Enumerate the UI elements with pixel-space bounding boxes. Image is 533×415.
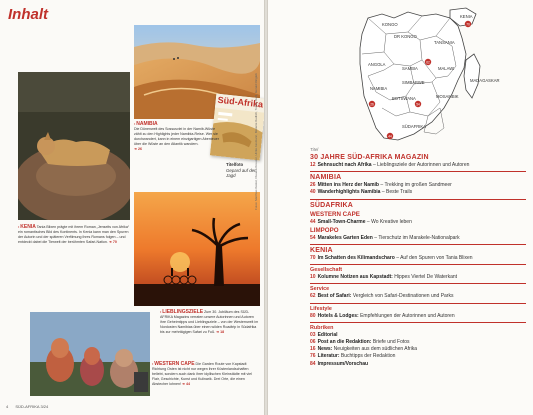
- cover-caption-text: Gepard auf der Jagd: [226, 167, 256, 178]
- toc-cat-service: Service: [310, 286, 330, 293]
- toc-item[interactable]: 76 Literatur: Buchtipps der Redaktion: [310, 353, 396, 360]
- svg-text:26: 26: [370, 102, 374, 107]
- map-label-suedafrika: SÜDAFRIKA: [402, 124, 426, 129]
- toc-section-suedafrika: SÜDAFRIKA: [310, 201, 354, 209]
- toc-section-namibia: NAMIBIA: [310, 174, 342, 182]
- map-label-kongo: KONGO: [382, 22, 398, 27]
- toc-item[interactable]: 54 Marakeles Garten Eden – Tierschutz im Marakele-Nationalpark: [310, 234, 460, 241]
- toc-sub-limpopo: LIMPOPO: [310, 226, 339, 234]
- table-of-contents: [310, 147, 526, 368]
- western-cape-caption-body: Die Garden Route von Kapstadt Richtung Osten ist nicht nur wegen ihrer Küstenlandschaften beliebt, sondern auch dank ihrer idyllischen Kleinstädte mit viel Flair, Geschichte, Kunst und Kulinarik. Drei Orte, die einen Abstecher lohnen!: [152, 362, 252, 386]
- toc-item[interactable]: 16 News: Neuigkeiten aus dem südlichen Afrika: [310, 346, 418, 353]
- toc-small-header: Titel: [310, 147, 319, 152]
- toc-item[interactable]: 10 Kolumne Notizen aus Kapstadt: Hippes Viertel De Waterkant: [310, 274, 458, 281]
- map-label-simbabwe: SIMBABWE: [402, 80, 425, 85]
- toc-item[interactable]: 40 Wanderhighlights Namibia – Beste Trails: [310, 189, 413, 196]
- toc-item[interactable]: 26 Mitten ins Herz der Namib – Trekking im großen Sandmeer: [310, 182, 452, 189]
- namibia-caption-head: NAMIBIA: [136, 121, 158, 127]
- toc-item[interactable]: 06 Post an die Redaktion: Briefe und Fotos: [310, 339, 410, 346]
- western-cape-sculptures-photo: [30, 312, 150, 396]
- cover-caption-label: Titelfoto: [226, 162, 244, 167]
- left-page: [0, 0, 264, 415]
- cover-masthead: Süd-Afrika: [217, 94, 264, 110]
- toc-item[interactable]: 84 Impressum/Vorschau: [310, 360, 369, 367]
- toc-item[interactable]: 03 Editorial: [310, 331, 338, 338]
- toc-section-kenia: KENIA: [310, 247, 333, 255]
- toc-sub-westerncape: WESTERN CAPE: [310, 210, 360, 218]
- lieblingsziele-caption-head: LIEBLINGSZIELE: [162, 309, 204, 315]
- svg-text:54: 54: [416, 102, 420, 107]
- left-page-number: 4: [6, 404, 9, 409]
- western-cape-caption-head: WESTERN CAPE: [154, 361, 195, 367]
- map-pin-54: [415, 101, 421, 107]
- kenia-caption-page: ➔ 70: [108, 240, 117, 244]
- namibia-caption-body: Die Dünenwelt des Sossusvlei in der Namib-Wüste zählt zu den Highlights jeder Namibia-Reise. Wer sie durchwandert, kann in einem einzigartigen Abenteuer über die Wüste an den Atlantik wandern.: [134, 127, 219, 146]
- toc-section-magazine: 30 JAHRE SÜD-AFRIKA MAGAZIN: [310, 154, 429, 161]
- map-label-malawi: MALAWI: [438, 66, 455, 71]
- toc-item[interactable]: 44 Small-Town-Charme – Wo Kreative leben: [310, 218, 412, 225]
- kenia-caption: • KENIA Tania Blixen prägte mit ihrem Roman „Jenseits von Afrika“ ein romantisches Bild des Kontinents. In Kenia kann man den Spuren der Autorin und der späteren Verfilmung ihres Romans folgen – und entdeckt dabei die Tierwelt der berühmten Safari-Nation. ➔ 70: [18, 224, 130, 244]
- toc-item[interactable]: 62 Best of Safari: Vergleich von Safari-Destinationen und Parks: [310, 293, 454, 300]
- map-label-mosambik: MOSAMBIK: [436, 94, 459, 99]
- lieblingsziele-baobab-photo: [134, 192, 260, 306]
- toc-item[interactable]: 12 Sehnsucht nach Afrika – Lieblingsziele der Autorinnen und Autoren: [310, 162, 470, 168]
- left-folio-title: SÜD-AFRIKA 3/24: [15, 404, 49, 409]
- namibia-caption: • NAMIBIA Die Dünenwelt des Sossusvlei in der Namib-Wüste zählt zu den Highlights jeder Namibia-Reise. Wer sie durchwandert, kann in einem einzigartigen Abenteuer über die Wüste an den Atlantik wandern. ➔ 26: [134, 121, 219, 151]
- map-pin-70: [465, 21, 471, 27]
- kenia-caption-body: Tania Blixen prägte mit ihrem Roman „Jenseits von Afrika“ ein romantisches Bild des Kontinents. In Kenia kann man den Spuren der Autorin und der späteren Verfilmung ihres Romans folgen – und entdeckt dabei die Tierwelt der berühmten Safari-Nation.: [18, 225, 130, 244]
- map-pin-44: [387, 133, 393, 139]
- svg-text:62: 62: [426, 60, 430, 65]
- namibia-caption-page: ➔ 26: [134, 147, 143, 151]
- kenia-lioness-photo: [18, 72, 130, 220]
- left-folio: [6, 404, 54, 409]
- map-label-botswana: BOTSWANA: [392, 96, 416, 101]
- map-label-sambia: SAMBIA: [402, 66, 418, 71]
- lieblingsziele-caption-body: Zum 30. Jubiläum des SÜD-AFRIKA Magazins verraten unsere Autorinnen und Autoren ihre Geheimtipps und Lieblingsziele – von der Westernwelt im Nordosten Namibias über einen wilden Roadtrip in Südafrika bis zur mehrtägigen Safari zu Fuß.: [160, 310, 259, 334]
- map-label-namibia: NAMIBIA: [370, 86, 388, 91]
- western-cape-caption: • WESTERN CAPE Die Garden Route von Kapstadt Richtung Osten ist nicht nur wegen ihrer Küstenlandschaften beliebt, sondern auch dank ihrer idyllischen Kleinstädte mit viel Flair, Geschichte, Kunst und Kulinarik. Drei Orte, die einen Abstecher lohnen! ➔ 44: [152, 361, 252, 386]
- southern-africa-map: [290, 4, 530, 150]
- map-label-angola: ANGOLA: [368, 62, 386, 67]
- kenia-caption-head: KENIA: [20, 224, 36, 230]
- right-page: [268, 0, 533, 415]
- cover-caption: [226, 162, 264, 179]
- toc-item[interactable]: 70 Im Schatten des Kilimandscharo – Auf den Spuren von Tania Blixen: [310, 255, 473, 262]
- map-label-tansania: TANSANIA: [434, 40, 455, 45]
- toc-cat-lifestyle: Lifestyle: [310, 305, 332, 312]
- map-label-dr-kongo: DR KONGO: [394, 34, 417, 39]
- photo-credit: Fotos: Matthias Kestel, Claudia Kreuzer, Ulrike Assmann, Melanie Kudlich, Tobias Kahl, Gerald Ringleb: [254, 73, 258, 210]
- lieblingsziele-caption: • LIEBLINGSZIELE Zum 30. Jubiläum des SÜD-AFRIKA Magazins verraten unsere Autorinnen und Autoren ihre Geheimtipps und Lieblingsziele – von der Westernwelt im Nordosten Namibias über einen wilden Roadtrip in Südafrika bis zur mehrtägigen Safari zu Fuß. ➔ 18: [160, 309, 259, 334]
- page-heading: Inhalt: [8, 6, 48, 23]
- map-label-kenia: KENIA: [460, 14, 473, 19]
- toc-cat-rubriken: Rubriken: [310, 324, 334, 331]
- toc-item[interactable]: 80 Hotels & Lodges: Empfehlungen der Autorinnen und Autoren: [310, 312, 455, 319]
- map-pin-26: [369, 101, 375, 107]
- lieblingsziele-caption-page: ➔ 18: [216, 330, 225, 334]
- map-label-madagaskar: MADAGASKAR: [470, 78, 500, 83]
- svg-text:70: 70: [466, 22, 470, 27]
- svg-text:44: 44: [388, 134, 392, 139]
- map-pin-62: [425, 59, 431, 65]
- toc-cat-gesellschaft: Gesellschaft: [310, 267, 343, 274]
- western-cape-caption-page: ➔ 44: [181, 382, 190, 386]
